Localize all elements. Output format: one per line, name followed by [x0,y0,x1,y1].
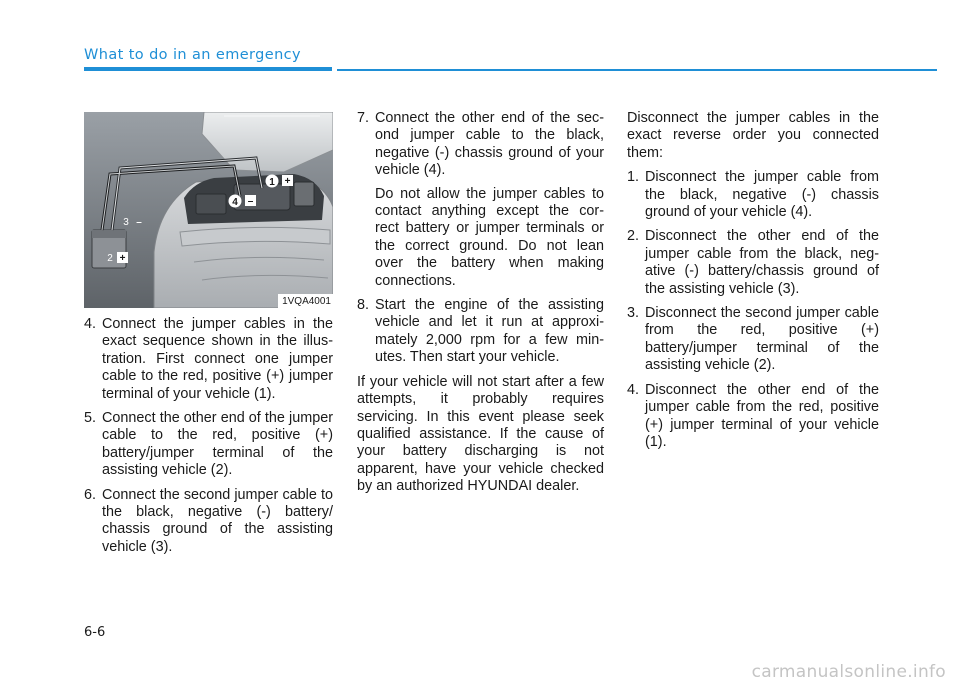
page-number: 6-6 [84,625,106,640]
step-text: Connect the second jumper cable to the black, negative (-) battery/ chassis ground of the assisting vehicle (3). [102,486,333,555]
section-title: What to do in an emergency [84,47,302,63]
step-7 [357,110,604,290]
step-text: Disconnect the jumper cable from the black, negative (-) chassis ground of your vehicle (4). [645,169,879,221]
engine-bay-drawing [84,112,333,308]
header-rule-thin [337,69,937,71]
column-1 [84,316,333,563]
step-number: 1. [627,169,640,186]
svg-text:+: + [284,176,291,187]
step-text: Disconnect the second jumper cable from the red, positive (+) battery/jumper terminal of the assisting vehicle (2). [645,305,879,374]
callout-2 [107,252,128,264]
step-6 [84,487,333,557]
header-rule-thick [84,67,332,71]
step-text: Connect the other end of the jumper cable to the red, positive (+) battery/jumper terminal of the assisting vehicle (2). [102,410,333,479]
servicing-paragraph: If your vehicle will not start after a few attempts, it probably requires servicing. In this event please seek qualified assistance. If the cause of your battery discharging is not apparent, have your vehicle checked by an authorized HYUNDAI dealer. [357,373,604,495]
watermark: carmanualsonline.info [751,662,946,682]
disconnect-intro: Disconnect the jumper cables in the exact reverse order you connected them: [627,110,879,161]
step-text: Disconnect the other end of the jumper cable from the red, positive (+) jumper terminal of your vehicle (1). [645,381,879,450]
step-number: 4. [627,381,640,398]
step-number: 8. [357,297,370,314]
step-text: Disconnect the other end of the jumper cable from the black, neg- ative (-) battery/chassis ground of the assisting vehicle (3). [645,228,879,297]
column-2 [357,110,604,503]
svg-text:–: – [136,217,142,228]
svg-text:4: 4 [232,197,238,208]
disconnect-step-3 [627,305,879,375]
figure-code: 1VQA4001 [278,294,333,308]
step-5 [84,410,333,480]
svg-text:1: 1 [269,177,275,188]
svg-text:–: – [247,196,254,207]
step-number: 2. [627,228,640,245]
column-3 [627,110,879,458]
step-4 [84,316,333,403]
step-8 [357,297,604,367]
step-text: Start the engine of the assisting vehicle and let it run at approxi- mately 2,000 rpm for a few min- utes. Then start your vehicle. [375,297,604,366]
step-number: 7. [357,110,370,126]
disconnect-step-2 [627,228,879,298]
step-number: 5. [84,410,97,427]
step-caution-note: Do not allow the jumper cables to contact anything except the cor- rect battery or jumper terminals or the correct ground. Do not lean over the battery when making connections. [375,185,604,289]
svg-text:3: 3 [123,217,129,228]
step-number: 4. [84,316,97,332]
disconnect-step-4 [627,382,879,452]
step-number: 6. [84,486,97,503]
step-number: 3. [627,305,640,322]
step-text: Connect the jumper cables in the exact sequence shown in the illus- tration. First connect one jumper cable to the red, positive (+) jumper terminal of your vehicle (1). [102,316,333,402]
step-text: Connect the other end of the sec- ond jumper cable to the black, negative (-) chassis ground of your vehicle (4). [375,110,604,179]
jump-start-illustration [84,112,333,308]
disconnect-step-1 [627,169,879,221]
svg-text:2: 2 [107,253,113,264]
svg-text:+: + [119,253,126,264]
